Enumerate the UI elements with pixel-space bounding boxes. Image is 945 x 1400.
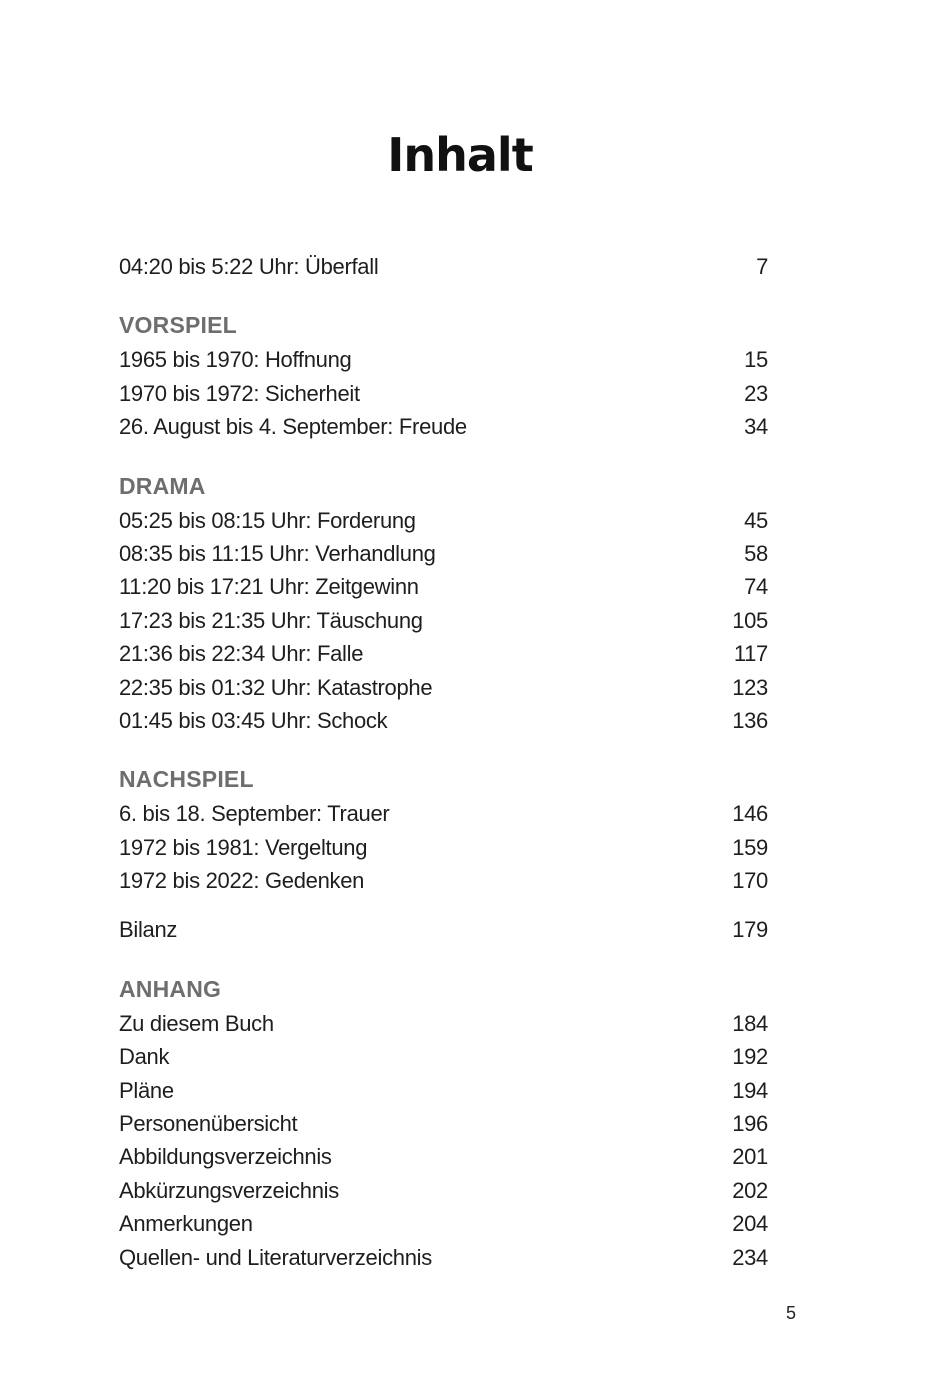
toc-entry-page: 234 <box>732 1244 768 1270</box>
toc-entry-label: 26. August bis 4. September: Freude <box>119 414 467 440</box>
toc-entry-label: 04:20 bis 5:22 Uhr: Überfall <box>119 254 379 279</box>
toc-entry-label: 05:25 bis 08:15 Uhr: Forderung <box>119 507 416 533</box>
toc-entry[interactable] <box>119 1040 768 1073</box>
toc-entry-label: 11:20 bis 17:21 Uhr: Zeitgewinn <box>119 574 419 600</box>
toc-entry-intro[interactable] <box>119 250 768 283</box>
section-heading-vorspiel: VORSPIEL <box>119 312 237 339</box>
toc-entry-page: 159 <box>732 834 768 860</box>
toc-entry-page: 202 <box>732 1177 768 1203</box>
toc-entry-page: 123 <box>732 674 768 700</box>
toc-entry-label: 1965 bis 1970: Hoffnung <box>119 347 352 373</box>
toc-entry[interactable] <box>119 1074 768 1107</box>
toc-entry-label: Bilanz <box>119 917 178 943</box>
toc-entry[interactable] <box>119 537 768 570</box>
section-heading-drama: DRAMA <box>119 472 206 499</box>
toc-entry-label: Anmerkungen <box>119 1211 253 1237</box>
toc-entry[interactable] <box>119 1140 768 1173</box>
toc-entry[interactable] <box>119 797 768 830</box>
toc-entry-label: Pläne <box>119 1077 174 1103</box>
toc-entry-page: 74 <box>744 574 768 600</box>
toc-entry-page: 184 <box>732 1010 768 1036</box>
table-of-contents <box>119 250 768 1274</box>
toc-entry-label: 1970 bis 1972: Sicherheit <box>119 380 360 406</box>
toc-entry-page: 34 <box>744 414 768 440</box>
toc-entry-page: 105 <box>732 607 768 633</box>
toc-entry-page: 15 <box>744 347 768 373</box>
toc-entry[interactable] <box>119 604 768 637</box>
toc-entry[interactable] <box>119 343 768 376</box>
toc-entry[interactable] <box>119 1174 768 1207</box>
toc-entry[interactable] <box>119 1207 768 1240</box>
toc-entry-page: 204 <box>732 1211 768 1237</box>
toc-entry-label: 22:35 bis 01:32 Uhr: Katastrophe <box>119 674 433 700</box>
section-heading-anhang: ANHANG <box>119 975 222 1002</box>
toc-entry-page: 196 <box>732 1111 768 1137</box>
toc-entry[interactable] <box>119 671 768 704</box>
toc-entry-page: 146 <box>732 801 768 827</box>
toc-entry-label: Quellen- und Literaturverzeichnis <box>119 1244 432 1270</box>
toc-entry[interactable] <box>119 504 768 537</box>
toc-entry-bilanz[interactable] <box>119 913 768 946</box>
toc-entry-page: 117 <box>733 641 768 667</box>
toc-entry[interactable] <box>119 410 768 443</box>
toc-entry-label: 1972 bis 2022: Gedenken <box>119 868 365 894</box>
toc-entry-page: 179 <box>732 917 768 943</box>
toc-entry[interactable] <box>119 864 768 897</box>
toc-entry-label: 21:36 bis 22:34 Uhr: Falle <box>119 641 364 667</box>
toc-entry-label: 1972 bis 1981: Vergeltung <box>119 834 368 860</box>
toc-entry-page: 136 <box>732 707 768 733</box>
toc-entry[interactable] <box>119 1241 768 1274</box>
toc-entry-page: 7 <box>756 254 768 279</box>
page-title: Inhalt <box>387 128 533 182</box>
section-heading-nachspiel: NACHSPIEL <box>119 766 254 793</box>
toc-entry-label: 08:35 bis 11:15 Uhr: Verhandlung <box>119 540 436 566</box>
toc-entry[interactable] <box>119 704 768 737</box>
toc-entry-label: Abbildungsverzeichnis <box>119 1144 332 1170</box>
toc-entry-page: 192 <box>732 1044 768 1070</box>
toc-entry[interactable] <box>119 1107 768 1140</box>
toc-entry-page: 194 <box>732 1077 768 1103</box>
toc-entry-page: 23 <box>744 380 768 406</box>
toc-entry-label: 6. bis 18. September: Trauer <box>119 801 390 827</box>
toc-entry-label: Abkürzungsverzeichnis <box>119 1177 339 1203</box>
toc-entry-page: 201 <box>732 1144 768 1170</box>
toc-entry-page: 58 <box>744 540 768 566</box>
toc-entry-label: Personenübersicht <box>119 1111 298 1137</box>
toc-entry-label: 01:45 bis 03:45 Uhr: Schock <box>119 707 388 733</box>
toc-entry[interactable] <box>119 570 768 603</box>
toc-entry[interactable] <box>119 1007 768 1040</box>
toc-entry-label: 17:23 bis 21:35 Uhr: Täuschung <box>119 607 423 633</box>
toc-entry-page: 45 <box>744 507 768 533</box>
toc-entry-label: Dank <box>119 1044 170 1070</box>
page-number: 5 <box>786 1303 797 1323</box>
toc-entry-label: Zu diesem Buch <box>119 1010 274 1036</box>
toc-entry[interactable] <box>119 831 768 864</box>
toc-entry-page: 170 <box>732 868 768 894</box>
toc-entry[interactable] <box>119 377 768 410</box>
toc-entry[interactable] <box>119 637 768 670</box>
